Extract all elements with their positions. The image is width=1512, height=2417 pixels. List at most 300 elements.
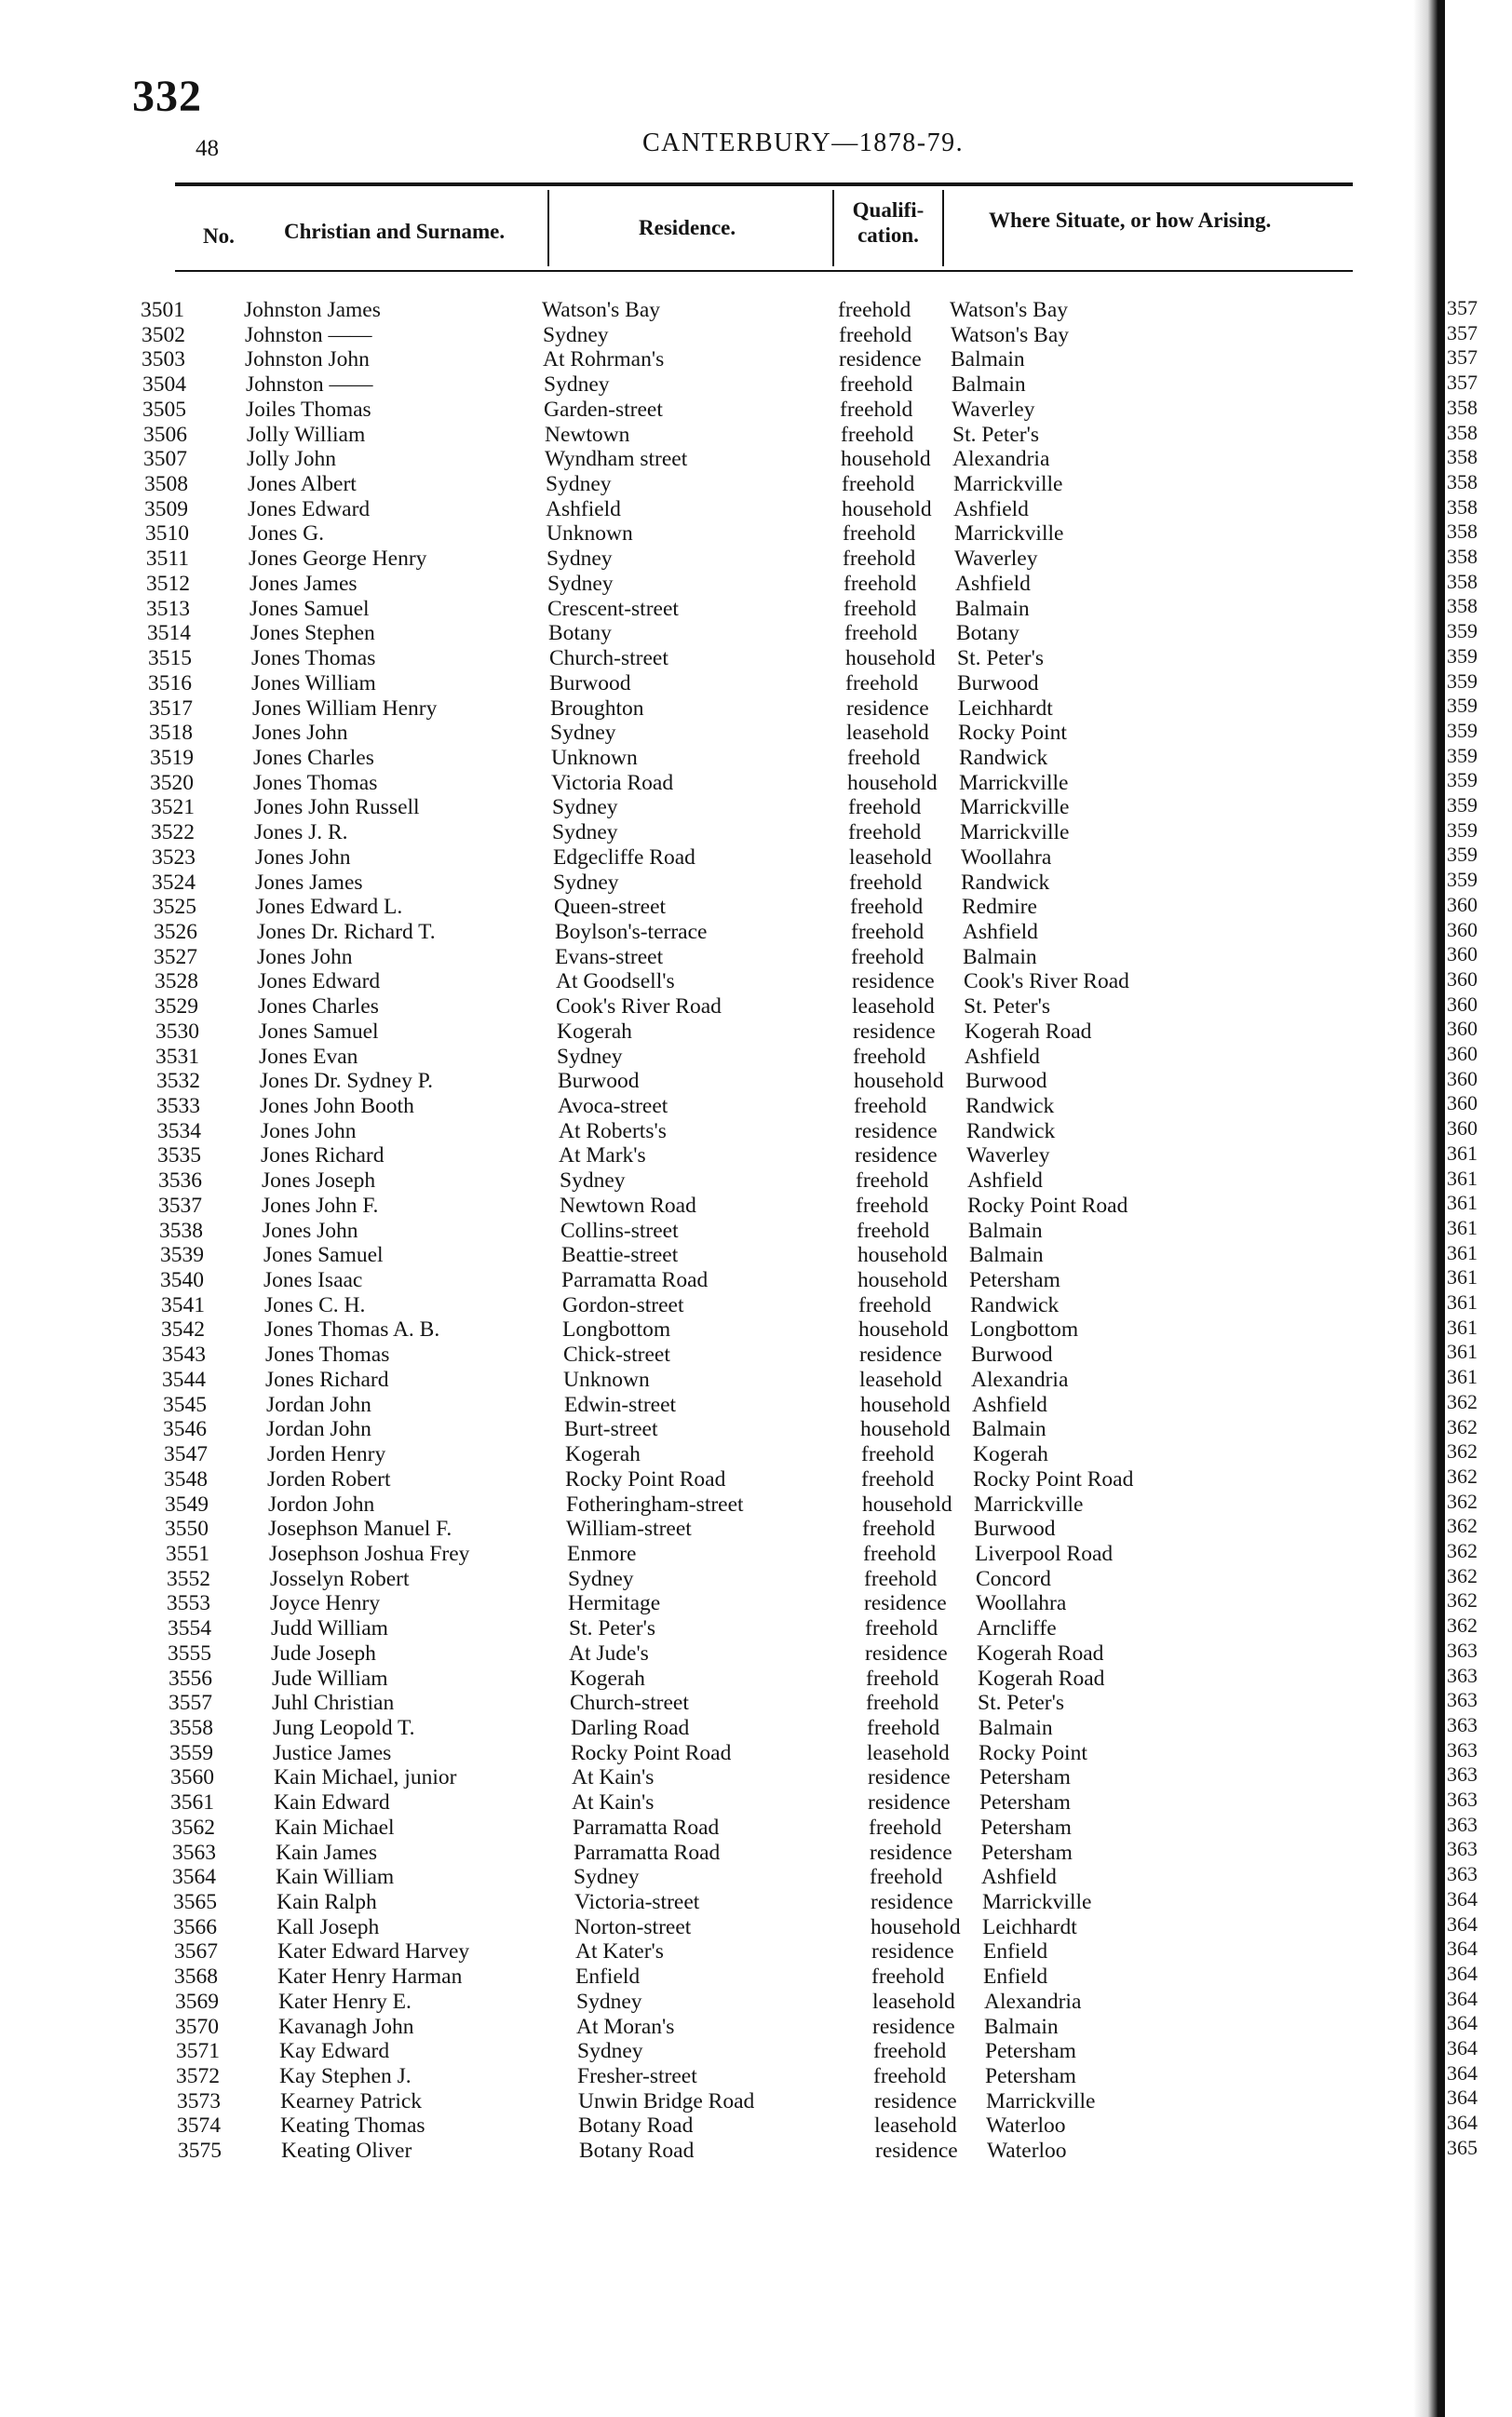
adjacent-entry-number: 358 [1447, 520, 1478, 544]
residence: Unknown [563, 1367, 650, 1392]
entry-number: 3515 [148, 646, 192, 671]
residence: Parramatta Road [561, 1268, 709, 1293]
where-situate: Leichhardt [958, 695, 1053, 721]
table-row [0, 1667, 1397, 1692]
elector-name: Jones Dr. Sydney P. [260, 1069, 434, 1094]
residence: Queen-street [554, 895, 667, 920]
entry-number: 3518 [149, 721, 193, 746]
entry-number: 3502 [142, 322, 185, 347]
entry-number: 3568 [174, 1965, 218, 1990]
entry-number: 3517 [149, 695, 193, 721]
residence: Kogerah [570, 1666, 645, 1691]
qualification: freehold [871, 1965, 945, 1990]
entry-number: 3539 [160, 1243, 204, 1268]
table-row [0, 323, 1397, 348]
where-situate: Kogerah [973, 1442, 1048, 1467]
qualification: freehold [844, 621, 918, 646]
residence: Fresher-street [577, 2064, 697, 2089]
table-row [0, 2113, 1397, 2139]
entry-number: 3549 [165, 1492, 209, 1517]
entry-number: 3512 [146, 571, 190, 596]
residence: At Kater's [575, 1939, 664, 1965]
residence: Church-street [549, 646, 668, 671]
entry-number: 3540 [160, 1268, 204, 1293]
residence: Sydney [552, 820, 618, 845]
adjacent-page-edge [1413, 0, 1512, 2417]
residence: Wyndham street [545, 447, 688, 472]
table-row [0, 447, 1397, 472]
entry-number: 3562 [171, 1815, 215, 1840]
entry-number: 3507 [143, 447, 187, 472]
elector-name: Jones Thomas [251, 646, 376, 671]
entry-number: 3573 [177, 2088, 221, 2113]
elector-name: Josephson Manuel F. [268, 1517, 452, 1542]
where-situate: Marrickville [959, 770, 1069, 795]
elector-name: Jones Isaac [263, 1268, 363, 1293]
adjacent-entry-number: 362 [1447, 1464, 1478, 1488]
table-row [0, 746, 1397, 771]
where-situate: Balmain [968, 1218, 1043, 1243]
qualification: freehold [844, 596, 917, 621]
elector-name: Jones Evan [259, 1044, 358, 1069]
where-situate: Petersham [985, 2064, 1076, 2089]
entry-number: 3520 [150, 770, 194, 795]
where-situate: Kogerah Road [965, 1019, 1092, 1044]
elector-name: Josephson Joshua Frey [269, 1541, 470, 1566]
entry-number: 3501 [141, 298, 184, 322]
residence: Burwood [549, 670, 631, 695]
qualification: freehold [851, 919, 925, 944]
entry-number: 3543 [162, 1343, 206, 1368]
qualification: freehold [845, 670, 919, 695]
where-situate: Waterloo [987, 2139, 1067, 2164]
residence: Victoria-street [574, 1890, 700, 1914]
table-row [0, 347, 1397, 372]
residence: Beattie-street [561, 1243, 679, 1268]
adjacent-entry-number: 359 [1447, 817, 1478, 842]
entry-number: 3504 [142, 372, 186, 398]
where-situate: Liverpool Road [975, 1541, 1114, 1566]
qualification: household [858, 1317, 949, 1343]
table-row [0, 1492, 1397, 1518]
entry-number: 3527 [154, 944, 197, 969]
elector-name: Jones Thomas [253, 770, 378, 795]
header-bottom-rule [175, 270, 1353, 272]
elector-name: Jones Samuel [259, 1019, 379, 1044]
table-row [0, 1467, 1397, 1492]
entry-number: 3541 [161, 1292, 205, 1317]
entry-number: 3559 [169, 1740, 213, 1765]
elector-name: Jolly William [247, 422, 366, 447]
where-situate: Ashfield [963, 919, 1038, 944]
elector-name: Jones Samuel [250, 596, 370, 621]
residence: Ashfield [546, 496, 621, 521]
elector-name: Jones William Henry [252, 695, 438, 721]
where-situate: Balmain [955, 596, 1030, 621]
table-row [0, 969, 1397, 994]
qualification: household [860, 1417, 951, 1442]
entry-number: 3522 [151, 820, 195, 845]
table-row [0, 795, 1397, 820]
qualification: leasehold [874, 2113, 957, 2139]
qualification: residence [875, 2139, 958, 2164]
adjacent-entry-number: 364 [1447, 1886, 1478, 1911]
entry-number: 3569 [175, 1989, 219, 2014]
adjacent-entry-number: 360 [1447, 1091, 1478, 1115]
elector-name: Jones John Russell [254, 795, 420, 820]
elector-name: Johnston —— [246, 372, 373, 398]
adjacent-entry-number: 362 [1447, 1514, 1478, 1538]
adjacent-entry-number: 359 [1447, 793, 1478, 817]
entry-number: 3570 [175, 2014, 219, 2039]
qualification: freehold [858, 1292, 932, 1317]
qualification: residence [846, 695, 929, 721]
where-situate: Waverley [952, 397, 1035, 422]
where-situate: Ashfield [967, 1168, 1043, 1194]
adjacent-entry-number: 364 [1447, 2036, 1478, 2059]
residence: At Mark's [559, 1143, 646, 1168]
elector-name: Kain William [276, 1865, 395, 1890]
where-situate: Ashfield [972, 1392, 1047, 1417]
residence: Darling Road [571, 1715, 690, 1740]
entry-number: 3548 [164, 1466, 208, 1492]
residence: At Kain's [572, 1790, 655, 1816]
qualification: freehold [840, 372, 913, 398]
column-header-residence: Residence. [639, 216, 736, 239]
where-situate: Enfield [983, 1965, 1048, 1990]
qualification: residence [871, 1939, 954, 1965]
residence: Sydney [546, 472, 612, 497]
qualification: freehold [849, 870, 923, 895]
table-row [0, 2015, 1397, 2040]
entry-number: 3553 [167, 1591, 210, 1616]
adjacent-entry-number: 364 [1447, 1937, 1478, 1961]
where-situate: Leichhardt [982, 1914, 1077, 1939]
adjacent-entry-number: 363 [1447, 1788, 1478, 1811]
adjacent-entry-number: 363 [1447, 1837, 1478, 1861]
where-situate: Randwick [961, 870, 1050, 895]
elector-name: Kearney Patrick [280, 2088, 423, 2113]
qualification: household [842, 496, 932, 521]
elector-name: Jude William [272, 1666, 388, 1691]
table-row [0, 1194, 1397, 1219]
adjacent-entry-number: 362 [1447, 1539, 1478, 1562]
table-row [0, 1890, 1397, 1915]
where-situate: Balmain [984, 2014, 1059, 2039]
residence: Boylson's-terrace [555, 919, 708, 944]
qualification: household [857, 1243, 948, 1268]
where-situate: Balmain [979, 1715, 1053, 1740]
where-situate: Marrickville [986, 2088, 1096, 2113]
where-situate: Botany [956, 621, 1019, 646]
adjacent-entry-number: 364 [1447, 2060, 1478, 2085]
table-row [0, 1343, 1397, 1368]
table-row [0, 771, 1397, 796]
elector-name: Johnston —— [245, 322, 372, 347]
elector-name: Jones John Booth [260, 1094, 414, 1118]
elector-name: Kain Michael, junior [274, 1765, 457, 1790]
adjacent-entry-number: 358 [1447, 395, 1478, 419]
qualification: leasehold [849, 844, 932, 870]
adjacent-entry-number: 359 [1447, 743, 1478, 767]
entry-number: 3544 [162, 1367, 206, 1392]
elector-name: Jung Leopold T. [273, 1715, 415, 1740]
qualification: freehold [842, 472, 915, 497]
entry-number: 3547 [164, 1442, 208, 1467]
where-situate: Marrickville [974, 1492, 1084, 1517]
entry-number: 3554 [168, 1616, 211, 1641]
where-situate: St. Peter's [957, 646, 1045, 671]
table-row [0, 2039, 1397, 2064]
adjacent-entry-number: 358 [1447, 469, 1478, 493]
where-situate: St. Peter's [952, 422, 1040, 447]
entry-number: 3521 [151, 795, 195, 820]
sub-page-number: 48 [196, 136, 219, 161]
where-situate: Balmain [969, 1243, 1044, 1268]
table-row [0, 398, 1397, 423]
where-situate: Woollahra [976, 1591, 1067, 1616]
residence: Hermitage [568, 1591, 661, 1616]
adjacent-entry-number: 362 [1447, 1614, 1478, 1638]
entry-number: 3552 [167, 1566, 210, 1591]
entry-number: 3550 [165, 1517, 209, 1542]
entry-number: 3566 [173, 1914, 217, 1939]
qualification: freehold [840, 397, 913, 422]
qualification: freehold [850, 895, 924, 920]
elector-name: Jones John [261, 1118, 357, 1143]
table-row [0, 1691, 1397, 1716]
elector-name: Jones G. [249, 521, 324, 547]
residence: Watson's Bay [542, 298, 661, 322]
where-situate: Burwood [971, 1343, 1053, 1368]
elector-name: Jones Dr. Richard T. [257, 919, 436, 944]
adjacent-entry-number: 364 [1447, 2086, 1478, 2110]
entry-number: 3564 [172, 1865, 216, 1890]
entry-number: 3560 [170, 1765, 214, 1790]
residence: Sydney [544, 372, 610, 398]
residence: Sydney [560, 1168, 626, 1194]
entry-number: 3528 [155, 969, 198, 994]
adjacent-entry-number: 359 [1447, 694, 1478, 718]
where-situate: Enfield [983, 1939, 1048, 1965]
residence: Unknown [547, 521, 633, 547]
residence: Unwin Bridge Road [578, 2088, 755, 2113]
qualification: residence [874, 2088, 957, 2113]
entry-number: 3513 [146, 596, 190, 621]
entry-number: 3546 [163, 1417, 207, 1442]
elector-name: Jones Albert [248, 472, 357, 497]
entry-number: 3537 [158, 1193, 202, 1218]
adjacent-entry-number: 362 [1447, 1414, 1478, 1438]
adjacent-entry-number: 361 [1447, 1365, 1478, 1389]
entry-number: 3509 [144, 496, 188, 521]
where-situate: Balmain [972, 1417, 1046, 1442]
adjacent-entry-number: 363 [1447, 1762, 1478, 1787]
elector-name: Jordan John [266, 1417, 371, 1442]
qualification: freehold [863, 1541, 937, 1566]
qualification: freehold [848, 820, 922, 845]
adjacent-entry-number: 361 [1447, 1315, 1478, 1339]
qualification: household [845, 646, 936, 671]
residence: St. Peter's [569, 1616, 656, 1641]
table-row [0, 1417, 1397, 1442]
entry-number: 3510 [145, 521, 189, 547]
where-situate: Petersham [985, 2039, 1076, 2064]
table-row [0, 1143, 1397, 1168]
elector-name: Jones J. R. [254, 820, 348, 845]
qualification: household [862, 1492, 952, 1517]
table-row [0, 646, 1397, 671]
qualification: freehold [861, 1466, 935, 1492]
elector-name: Jolly John [247, 447, 336, 472]
table-row [0, 671, 1397, 696]
table-row [0, 1268, 1397, 1293]
residence: Victoria Road [551, 770, 674, 795]
elector-name: Judd William [271, 1616, 388, 1641]
where-situate: Rocky Point Road [967, 1193, 1128, 1218]
elector-name: Jorden Henry [267, 1442, 386, 1467]
column-header-name: Christian and Surname. [284, 220, 506, 243]
elector-name: Juhl Christian [272, 1691, 395, 1716]
where-situate: Randwick [965, 1094, 1055, 1118]
table-row [0, 1168, 1397, 1194]
elector-name: Jones William [251, 670, 376, 695]
elector-name: Jones Edward L. [256, 895, 403, 920]
elector-name: Jordon John [268, 1492, 375, 1517]
adjacent-entry-number: 358 [1447, 445, 1478, 469]
table-row [0, 871, 1397, 896]
where-situate: Burwood [974, 1517, 1056, 1542]
adjacent-entry-number: 360 [1447, 1042, 1478, 1065]
adjacent-entry-number: 358 [1447, 420, 1478, 444]
entry-number: 3575 [178, 2139, 222, 2164]
where-situate: Marrickville [982, 1890, 1092, 1914]
residence: Sydney [577, 2039, 643, 2064]
adjacent-entry-number: 363 [1447, 1663, 1478, 1687]
table-row [0, 696, 1397, 722]
adjacent-entry-number: 364 [1447, 1961, 1478, 1985]
qualification: freehold [869, 1815, 942, 1840]
column-header-where: Where Situate, or how Arising. [989, 209, 1272, 232]
page-gutter-shadow [1413, 0, 1438, 2417]
where-situate: Ashfield [965, 1044, 1040, 1069]
adjacent-entry-number: 359 [1447, 843, 1478, 867]
residence: Collins-street [560, 1218, 679, 1243]
adjacent-entry-number: 360 [1447, 992, 1478, 1016]
table-row [0, 2089, 1397, 2114]
where-situate: Burwood [965, 1069, 1047, 1094]
entry-number: 3531 [155, 1044, 199, 1069]
elector-name: Jones Charles [258, 994, 379, 1019]
qualification: freehold [873, 2039, 947, 2064]
where-situate: Waverley [966, 1143, 1050, 1168]
table-row [0, 1567, 1397, 1592]
residence: Crescent-street [547, 596, 679, 621]
qualification: residence [839, 347, 922, 372]
entry-number: 3511 [145, 547, 189, 572]
where-situate: Alexandria [984, 1989, 1082, 2014]
elector-name: Jones Thomas A. B. [264, 1317, 440, 1343]
adjacent-entry-number: 359 [1447, 718, 1478, 742]
entry-number: 3514 [147, 621, 191, 646]
column-header-no: No. [203, 224, 235, 248]
elector-name: Keating Thomas [280, 2113, 425, 2139]
adjacent-entry-number: 360 [1447, 1066, 1478, 1090]
table-row [0, 472, 1397, 497]
where-situate: Ashfield [981, 1865, 1057, 1890]
elector-name: Jones John [263, 1218, 358, 1243]
qualification: freehold [857, 1218, 930, 1243]
residence: Sydney [547, 547, 613, 572]
table-row [0, 372, 1397, 398]
qualification: residence [868, 1790, 951, 1816]
adjacent-entry-number: 361 [1447, 1265, 1478, 1290]
table-row [0, 1243, 1397, 1268]
residence: Botany [548, 621, 612, 646]
qualification: freehold [847, 745, 921, 770]
entry-number: 3558 [169, 1715, 213, 1740]
table-row [0, 1816, 1397, 1841]
entry-number: 3536 [158, 1168, 202, 1194]
entry-number: 3555 [168, 1641, 211, 1666]
residence: Longbottom [562, 1317, 671, 1343]
elector-name: Johnston James [244, 298, 381, 322]
residence: Parramatta Road [574, 1840, 721, 1865]
table-row [0, 1293, 1397, 1318]
elector-name: Justice James [273, 1740, 392, 1765]
qualification: freehold [854, 1094, 927, 1118]
where-situate: Rocky Point Road [973, 1466, 1134, 1492]
residence: Botany Road [578, 2113, 694, 2139]
entry-number: 3556 [169, 1666, 212, 1691]
elector-name: Kain Edward [274, 1790, 390, 1816]
elector-name: Kain James [276, 1840, 377, 1865]
column-divider [832, 190, 834, 266]
residence: Rocky Point Road [571, 1740, 732, 1765]
where-situate: Woollahra [961, 844, 1052, 870]
adjacent-entry-number: 359 [1447, 868, 1478, 892]
where-situate: Kogerah Road [978, 1666, 1105, 1691]
where-situate: Cook's River Road [964, 969, 1129, 994]
qualification: leasehold [872, 1989, 955, 2014]
qualification: freehold [865, 1616, 938, 1641]
adjacent-entry-number: 357 [1447, 371, 1478, 395]
page-title: CANTERBURY—1878-79. [642, 128, 965, 157]
table-row [0, 1865, 1397, 1890]
table-row [0, 1841, 1397, 1866]
adjacent-entry-number: 364 [1447, 2111, 1478, 2135]
table-row [0, 2064, 1397, 2089]
table-row [0, 994, 1397, 1019]
table-row [0, 298, 1397, 323]
where-situate: Balmain [951, 347, 1025, 372]
adjacent-entry-number: 358 [1447, 545, 1478, 568]
header-top-rule [175, 182, 1353, 186]
elector-name: Jones Stephen [250, 621, 375, 646]
elector-name: Jones John [252, 721, 348, 746]
table-row [0, 1741, 1397, 1766]
entry-number: 3535 [157, 1143, 201, 1168]
adjacent-entry-number: 362 [1447, 1588, 1478, 1613]
qualification: household [860, 1392, 951, 1417]
where-situate: Randwick [970, 1292, 1060, 1317]
entry-number: 3525 [153, 895, 196, 920]
where-situate: Longbottom [970, 1317, 1079, 1343]
where-situate: Concord [976, 1566, 1051, 1591]
where-situate: Watson's Bay [950, 298, 1069, 322]
residence: Newtown [545, 422, 630, 447]
where-situate: Waverley [954, 547, 1038, 572]
